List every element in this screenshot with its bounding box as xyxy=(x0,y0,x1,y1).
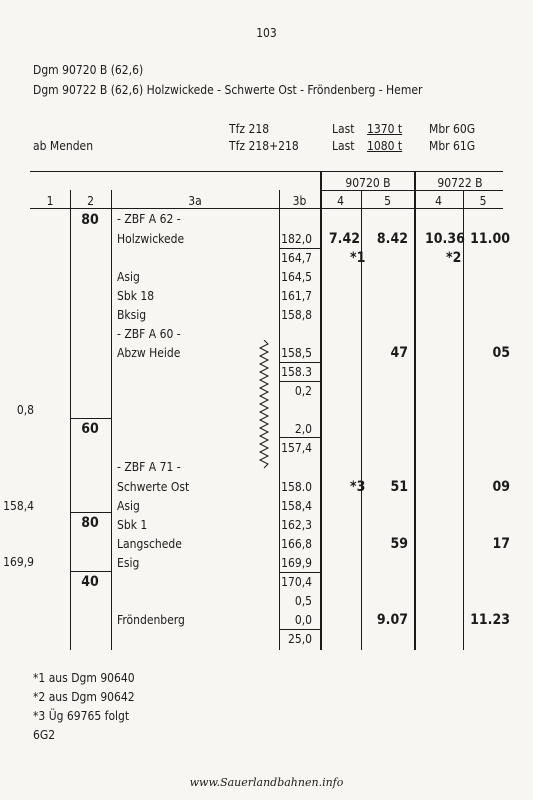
km-value: 158,4 xyxy=(281,499,312,513)
speed-value: 60 xyxy=(81,421,99,437)
col-header-3a: 3a xyxy=(188,194,202,208)
note-90722: *2 xyxy=(446,250,462,266)
station-label: Abzw Heide xyxy=(117,346,181,360)
col-header-4a: 4 xyxy=(337,194,344,208)
col-header-2: 2 xyxy=(87,194,94,208)
km-rule xyxy=(279,572,320,573)
col-header-3b: 3b xyxy=(292,194,307,208)
km-value: 0,0 xyxy=(294,613,312,627)
km-value: 0,2 xyxy=(294,384,312,398)
col-divider-trains xyxy=(414,172,416,650)
station-label: Schwerte Ost xyxy=(117,480,190,494)
speed-value: 40 xyxy=(81,574,99,590)
km-rule xyxy=(279,362,320,363)
time-90720-col5: 8.42 xyxy=(376,231,408,247)
km-value: 158,5 xyxy=(281,346,312,360)
col-divider-2-3a xyxy=(111,190,112,650)
col-header-1: 1 xyxy=(46,194,54,208)
train-header-90722: 90722 B xyxy=(437,176,483,190)
footnote: *2 aus Dgm 90642 xyxy=(33,690,135,704)
tfz-2: Tfz 218+218 xyxy=(229,139,299,153)
time-90722-col5: 09 xyxy=(492,479,510,495)
km-value: 166,8 xyxy=(281,537,312,551)
km-value: 158.3 xyxy=(281,365,312,379)
time-90722-col4: 10.36 xyxy=(425,231,465,247)
col-header-5a: 5 xyxy=(384,194,391,208)
station-label: Fröndenberg xyxy=(117,613,185,627)
time-90720-col5: 9.07 xyxy=(376,612,408,628)
km-rule xyxy=(279,381,320,382)
km-value: 162,3 xyxy=(281,518,312,532)
col-header-4b: 4 xyxy=(435,194,442,208)
station-label: Asig xyxy=(117,270,140,284)
km-value: 25,0 xyxy=(287,632,312,646)
station-label: Langschede xyxy=(117,537,182,551)
station-label: - ZBF A 71 - xyxy=(117,460,181,474)
km-value: 157,4 xyxy=(281,441,312,455)
note-90720: *3 xyxy=(350,479,366,495)
time-90722-col5: 11.00 xyxy=(470,231,510,247)
time-90722-col5: 05 xyxy=(492,345,510,361)
col1-value: 169,9 xyxy=(3,555,34,569)
last-value-2: 1080 t xyxy=(367,139,403,153)
speed-value: 80 xyxy=(81,515,99,531)
time-90722-col5: 11.23 xyxy=(470,612,510,628)
km-value: 2,0 xyxy=(294,422,312,436)
col-divider-train2-4-5 xyxy=(463,190,464,650)
last-value-1: 1370 t xyxy=(367,122,403,136)
station-label: Sbk 18 xyxy=(117,289,155,303)
origin: ab Menden xyxy=(33,139,94,153)
time-90720-col5: 47 xyxy=(390,345,408,361)
footnote-code: 6G2 xyxy=(33,728,56,742)
col1-value: 0,8 xyxy=(16,403,34,417)
km-value: 161,7 xyxy=(281,289,312,303)
station-label: - ZBF A 60 - xyxy=(117,327,181,341)
km-value: 164,7 xyxy=(281,251,312,265)
train-title-1: Dgm 90720 B (62,6) xyxy=(33,63,144,77)
train-header-rule xyxy=(320,190,503,191)
km-value: 0,5 xyxy=(294,594,312,608)
km-value: 164,5 xyxy=(281,270,312,284)
station-label: Sbk 1 xyxy=(117,518,148,532)
station-label: Asig xyxy=(117,499,140,513)
km-value: 158,8 xyxy=(281,308,312,322)
footer-url: www.Sauerlandbahnen.info xyxy=(189,776,344,789)
speed-rule xyxy=(70,418,111,419)
time-90720-col5: 51 xyxy=(390,479,408,495)
col-header-5b: 5 xyxy=(479,194,487,208)
km-rule xyxy=(279,629,320,630)
footnote: *1 aus Dgm 90640 xyxy=(33,671,135,685)
km-value: 170,4 xyxy=(281,575,312,589)
station-label: Bksig xyxy=(117,308,147,322)
time-90722-col5: 17 xyxy=(492,536,510,552)
station-label: - ZBF A 62 - xyxy=(117,212,181,226)
page-number: 103 xyxy=(256,26,277,40)
last-label-2: Last xyxy=(332,139,355,153)
footnote: *3 Üg 69765 folgt xyxy=(33,709,130,723)
train-title-2: Dgm 90722 B (62,6) Holzwickede - Schwerte Ost - Fröndenberg - Hemer xyxy=(33,83,423,97)
note-90720: *1 xyxy=(350,250,366,266)
km-value: 169,9 xyxy=(281,556,312,570)
zigzag-line xyxy=(257,340,271,470)
header-rule xyxy=(30,208,503,209)
km-rule xyxy=(279,248,320,249)
time-90720-col5: 59 xyxy=(390,536,408,552)
train-header-90720: 90720 B xyxy=(345,176,391,190)
speed-value: 80 xyxy=(81,212,99,228)
km-rule xyxy=(279,437,320,438)
speed-rule xyxy=(70,571,111,572)
km-value: 158.0 xyxy=(281,480,312,494)
tfz-1: Tfz 218 xyxy=(229,122,270,136)
station-label: Holzwickede xyxy=(117,232,185,246)
mbr-1: Mbr 60G xyxy=(429,122,476,136)
time-90720-col4: 7.42 xyxy=(328,231,360,247)
station-label: Esig xyxy=(117,556,140,570)
speed-rule xyxy=(70,512,111,513)
table-top-rule xyxy=(30,171,503,172)
col1-value: 158,4 xyxy=(3,499,34,513)
mbr-2: Mbr 61G xyxy=(429,139,476,153)
last-label-1: Last xyxy=(332,122,355,136)
km-value: 182,0 xyxy=(281,232,312,246)
